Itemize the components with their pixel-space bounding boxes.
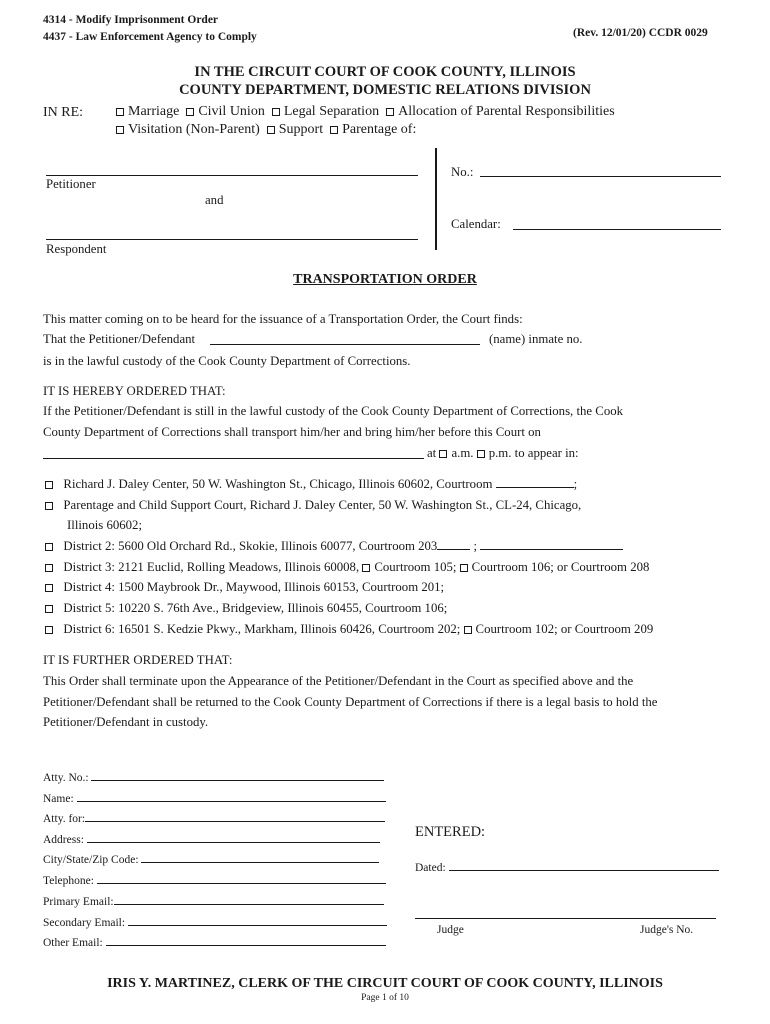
checkbox-icon [116, 126, 124, 134]
checkbox-icon [45, 564, 53, 572]
checkbox-icon[interactable] [464, 626, 472, 634]
atty-no-field[interactable] [91, 779, 384, 781]
dated-field[interactable] [449, 869, 719, 871]
defendant-name-field[interactable] [210, 344, 480, 345]
checkbox-icon [477, 450, 485, 458]
ordered-heading: IT IS HEREBY ORDERED THAT: [43, 384, 226, 398]
checkbox-allocation[interactable]: Allocation of Parental Responsibilities [386, 104, 615, 119]
checkbox-icon [439, 450, 447, 458]
respondent-line[interactable] [46, 239, 418, 240]
location-parentage-cont: Illinois 60602; [67, 518, 143, 532]
name-field[interactable] [77, 800, 386, 802]
ordered-line-1: If the Petitioner/Defendant is still in the lawful custody of the Cook County Department of Corrections, the Cook [43, 404, 624, 418]
checkbox-icon [45, 605, 53, 613]
telephone-field[interactable] [97, 882, 386, 884]
order-title: TRANSPORTATION ORDER [293, 272, 477, 287]
judge-label: Judge [437, 924, 464, 936]
form-number-2: 4437 - Law Enforcement Agency to Comply [43, 31, 257, 43]
address-row[interactable]: Address: [43, 834, 380, 846]
checkbox-support[interactable]: Support [267, 122, 323, 137]
name-row[interactable]: Name: [43, 793, 386, 805]
court-date-field[interactable] [43, 458, 424, 459]
checkbox-icon [45, 543, 53, 551]
checkbox-icon [186, 108, 194, 116]
location-district-2[interactable]: District 2: 5600 Old Orchard Rd., Skokie, Illinois 60077, Courtroom 203 ; [45, 539, 623, 554]
other-email-field[interactable] [106, 944, 386, 946]
findings-line-3: is in the lawful custody of the Cook County Department of Corrections. [43, 354, 411, 368]
revision-label: (Rev. 12/01/20) CCDR 0029 [573, 27, 708, 39]
checkbox-icon[interactable] [460, 564, 468, 572]
checkbox-marriage[interactable]: Marriage [116, 104, 179, 119]
ordered-line-2: County Department of Corrections shall transport him/her and bring him/her before this Court on [43, 425, 541, 439]
judge-no-label: Judge's No. [640, 924, 694, 936]
findings-line-2b: (name) inmate no. [489, 332, 583, 346]
court-name: IN THE CIRCUIT COURT OF COOK COUNTY, ILLINOIS [194, 64, 576, 80]
checkbox-icon[interactable] [362, 564, 370, 572]
checkbox-pm[interactable]: p.m. to appear in: [477, 446, 579, 460]
courtroom-field[interactable] [496, 486, 574, 488]
district-2-extra-field[interactable] [480, 548, 623, 550]
respondent-label: Respondent [46, 242, 107, 256]
location-district-4[interactable]: District 4: 1500 Maybrook Dr., Maywood, Illinois 60153, Courtroom 201; [45, 580, 444, 595]
checkbox-icon [45, 626, 53, 634]
checkbox-icon [45, 481, 53, 489]
location-district-5[interactable]: District 5: 10220 S. 76th Ave., Bridgeview, Illinois 60455, Courtroom 106; [45, 601, 447, 616]
checkbox-icon [45, 584, 53, 592]
case-no-field[interactable] [480, 176, 721, 177]
calendar-field[interactable] [513, 229, 721, 230]
location-district-3[interactable]: District 3: 2121 Euclid, Rolling Meadows, Illinois 60008, Courtroom 105; Courtroom 106; or Courtroom 208 [45, 560, 649, 575]
further-line-2: Petitioner/Defendant shall be returned to the Cook County Department of Corrections if there is a legal basis to hold the [43, 695, 658, 709]
in-re-label: IN RE: [43, 105, 84, 120]
clerk-footer: IRIS Y. MARTINEZ, CLERK OF THE CIRCUIT COURT OF COOK COUNTY, ILLINOIS [107, 976, 663, 991]
checkbox-parentage[interactable]: Parentage of: [330, 122, 416, 137]
checkbox-icon [272, 108, 280, 116]
city-field[interactable] [141, 861, 379, 863]
secondary-email-field[interactable] [128, 924, 387, 926]
further-heading: IT IS FURTHER ORDERED THAT: [43, 653, 233, 667]
further-line-1: This Order shall terminate upon the Appearance of the Petitioner/Defendant in the Court as specified above and the [43, 674, 634, 688]
findings-line-1: This matter coming on to be heard for the issuance of a Transportation Order, the Court finds: [43, 312, 523, 326]
location-daley[interactable]: Richard J. Daley Center, 50 W. Washington St., Chicago, Illinois 60602, Courtroom ; [45, 477, 577, 492]
and-label: and [205, 193, 224, 207]
court-division: COUNTY DEPARTMENT, DOMESTIC RELATIONS DIVISION [179, 82, 591, 98]
checkbox-civil-union[interactable]: Civil Union [186, 104, 265, 119]
in-re-row-1 [116, 104, 615, 120]
further-line-3: Petitioner/Defendant in custody. [43, 715, 209, 729]
calendar-label: Calendar: [451, 217, 501, 231]
checkbox-icon [116, 108, 124, 116]
checkbox-icon [330, 126, 338, 134]
telephone-row[interactable]: Telephone: [43, 875, 386, 887]
city-row[interactable]: City/State/Zip Code: [43, 854, 379, 866]
primary-email-row[interactable]: Primary Email: [43, 896, 384, 908]
location-parentage-court[interactable]: Parentage and Child Support Court, Richard J. Daley Center, 50 W. Washington St., CL-24, Chicago, [45, 498, 581, 513]
checkbox-am[interactable]: a.m. [439, 446, 473, 460]
findings-line-2a: That the Petitioner/Defendant [43, 332, 196, 346]
petitioner-line[interactable] [46, 175, 418, 176]
checkbox-legal-separation[interactable]: Legal Separation [272, 104, 379, 119]
case-no-label: No.: [451, 165, 474, 179]
atty-for-field[interactable] [85, 820, 385, 822]
checkbox-icon [45, 502, 53, 510]
form-number-1: 4314 - Modify Imprisonment Order [43, 14, 219, 26]
dated-row[interactable]: Dated: [415, 862, 719, 874]
checkbox-visitation[interactable]: Visitation (Non-Parent) [116, 122, 260, 137]
in-re-row-2 [116, 122, 416, 138]
courtroom-suffix-field[interactable] [437, 548, 470, 550]
location-district-6[interactable]: District 6: 16501 S. Kedzie Pkwy., Markham, Illinois 60426, Courtroom 202; Courtroom 102; or Courtroom 209 [45, 622, 653, 637]
address-field[interactable] [87, 841, 380, 843]
atty-no-row[interactable]: Atty. No.: [43, 772, 384, 784]
atty-for-row[interactable]: Atty. for: [43, 813, 385, 825]
petitioner-label: Petitioner [46, 177, 96, 191]
page-number: Page 1 of 10 [361, 993, 409, 1003]
ordered-time-row: at a.m. p.m. to appear in: [427, 446, 579, 460]
secondary-email-row[interactable]: Secondary Email: [43, 917, 387, 929]
checkbox-icon [267, 126, 275, 134]
checkbox-icon [386, 108, 394, 116]
other-email-row[interactable]: Other Email: [43, 937, 386, 949]
primary-email-field[interactable] [114, 903, 384, 905]
judge-signature-line[interactable] [415, 918, 716, 919]
caption-divider [435, 148, 437, 250]
entered-label: ENTERED: [415, 824, 486, 840]
